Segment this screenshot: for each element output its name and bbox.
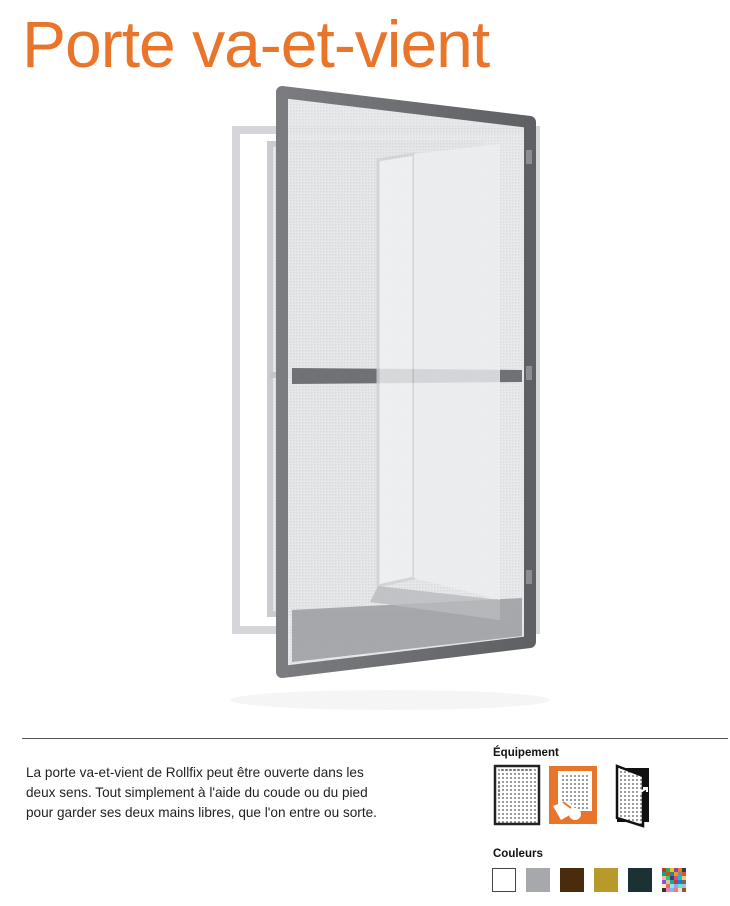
anthracite-swatch <box>628 868 652 892</box>
page-title: Porte va-et-vient <box>22 7 490 81</box>
product-description: La porte va-et-vient de Rollfix peut être ouverte dans les deux sens. Tout simplement à l'aide du coude ou du pied pour garder ses deux mains libres, que l'on entre ou sorte. <box>26 765 377 820</box>
equipment-label: Équipement <box>493 747 559 759</box>
swing-door-icon <box>611 762 661 828</box>
section-divider <box>22 738 728 739</box>
multicolor-swatch <box>662 868 686 892</box>
silver-swatch <box>526 868 550 892</box>
kick-plate-icon <box>545 762 601 826</box>
gold-swatch <box>594 868 618 892</box>
white-swatch <box>492 868 516 892</box>
brown-swatch <box>560 868 584 892</box>
mesh-panel-icon <box>493 764 543 826</box>
door-interior-perspective <box>370 144 500 620</box>
colors-label: Couleurs <box>493 848 543 860</box>
swing-door-product-image <box>200 80 560 720</box>
equipment-icons <box>493 762 663 830</box>
color-swatches <box>492 868 686 892</box>
